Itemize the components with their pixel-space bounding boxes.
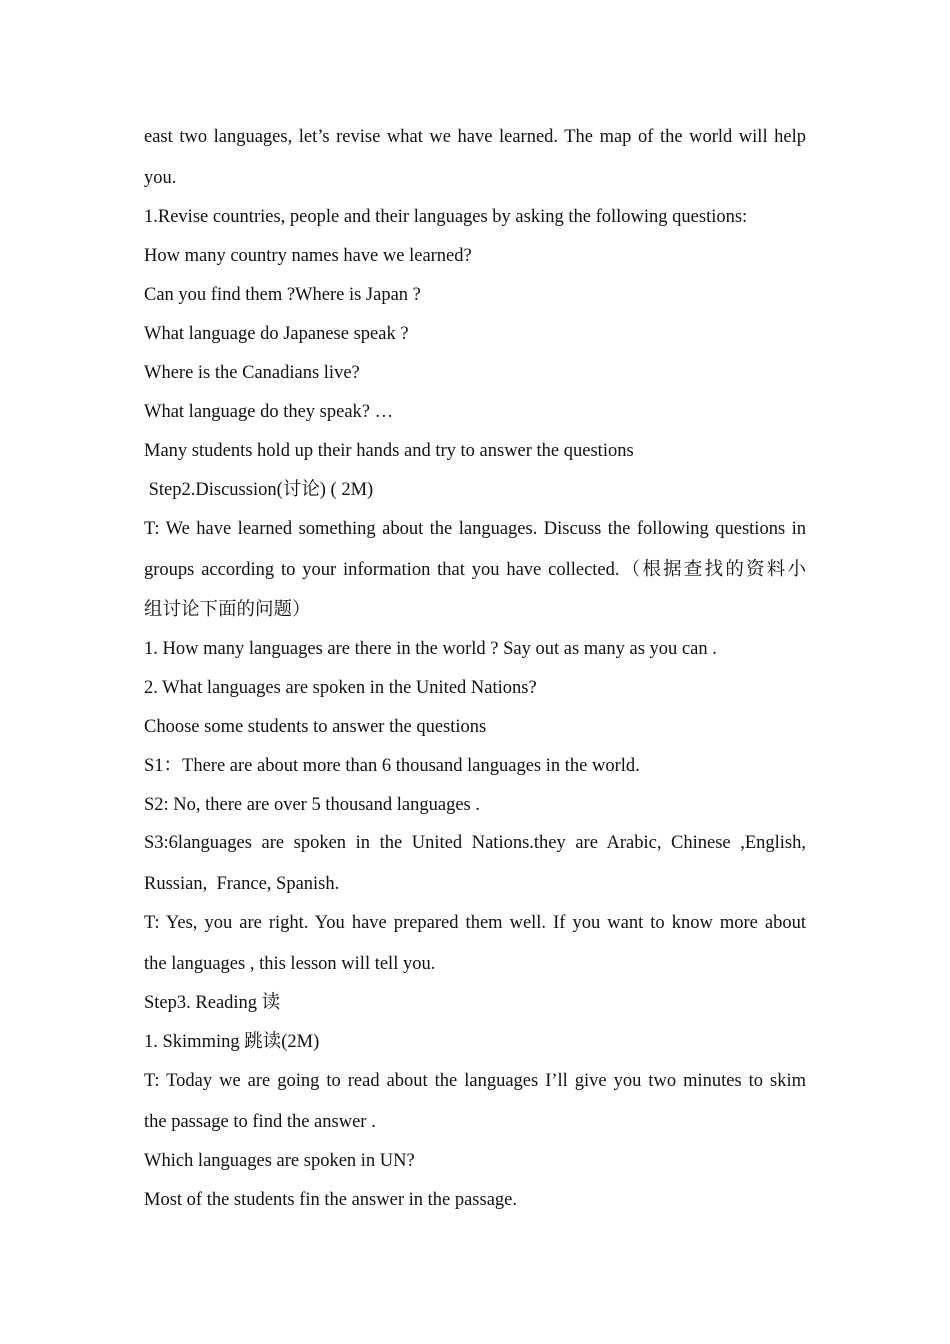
section-heading-step3: Step3. Reading 读	[144, 993, 281, 1013]
text-line: 1.Revise countries, people and their languages by asking the following questions:	[144, 207, 748, 227]
text-line: T: Today we are going to read about the languages I’ll give you two minutes to skim	[144, 1071, 806, 1091]
text-line: S1：There are about more than 6 thousand languages in the world.	[144, 756, 640, 776]
text-line: Which languages are spoken in UN?	[144, 1151, 415, 1171]
text-line: S3:6languages are spoken in the United Nations.they are Arabic, Chinese ,English,	[144, 833, 806, 853]
text-line: groups according to your information that you have collected.（根据查找的资料小	[144, 560, 806, 580]
text-line: 2. What languages are spoken in the United Nations?	[144, 678, 537, 698]
text-line: What language do Japanese speak ?	[144, 324, 409, 344]
text-line: the languages , this lesson will tell you.	[144, 954, 436, 974]
text-line: Where is the Canadians live?	[144, 363, 360, 383]
text-line: Can you find them ?Where is Japan ?	[144, 285, 421, 305]
text-line: How many country names have we learned?	[144, 246, 472, 266]
text-line: 组讨论下面的问题）	[144, 600, 311, 620]
text-line: east two languages, let’s revise what we have learned. The map of the world will help	[144, 127, 806, 147]
text-line: S2: No, there are over 5 thousand languages .	[144, 795, 480, 815]
section-heading-step2: Step2.Discussion(讨论) ( 2M)	[144, 480, 374, 500]
text-line: T: We have learned something about the languages. Discuss the following questions in	[144, 519, 806, 539]
text-line: 1. Skimming 跳读(2M)	[144, 1032, 320, 1052]
text-line: Choose some students to answer the questions	[144, 717, 487, 737]
text-line: Russian, France, Spanish.	[144, 874, 340, 894]
text-line: T: Yes, you are right. You have prepared them well. If you want to know more about	[144, 913, 806, 933]
text-line: Many students hold up their hands and try to answer the questions	[144, 441, 634, 461]
text-line: What language do they speak? …	[144, 402, 394, 422]
text-line: Most of the students fin the answer in the passage.	[144, 1190, 518, 1210]
text-line: you.	[144, 168, 177, 188]
text-line: the passage to find the answer .	[144, 1112, 376, 1132]
text-line: 1. How many languages are there in the world ? Say out as many as you can .	[144, 639, 717, 659]
